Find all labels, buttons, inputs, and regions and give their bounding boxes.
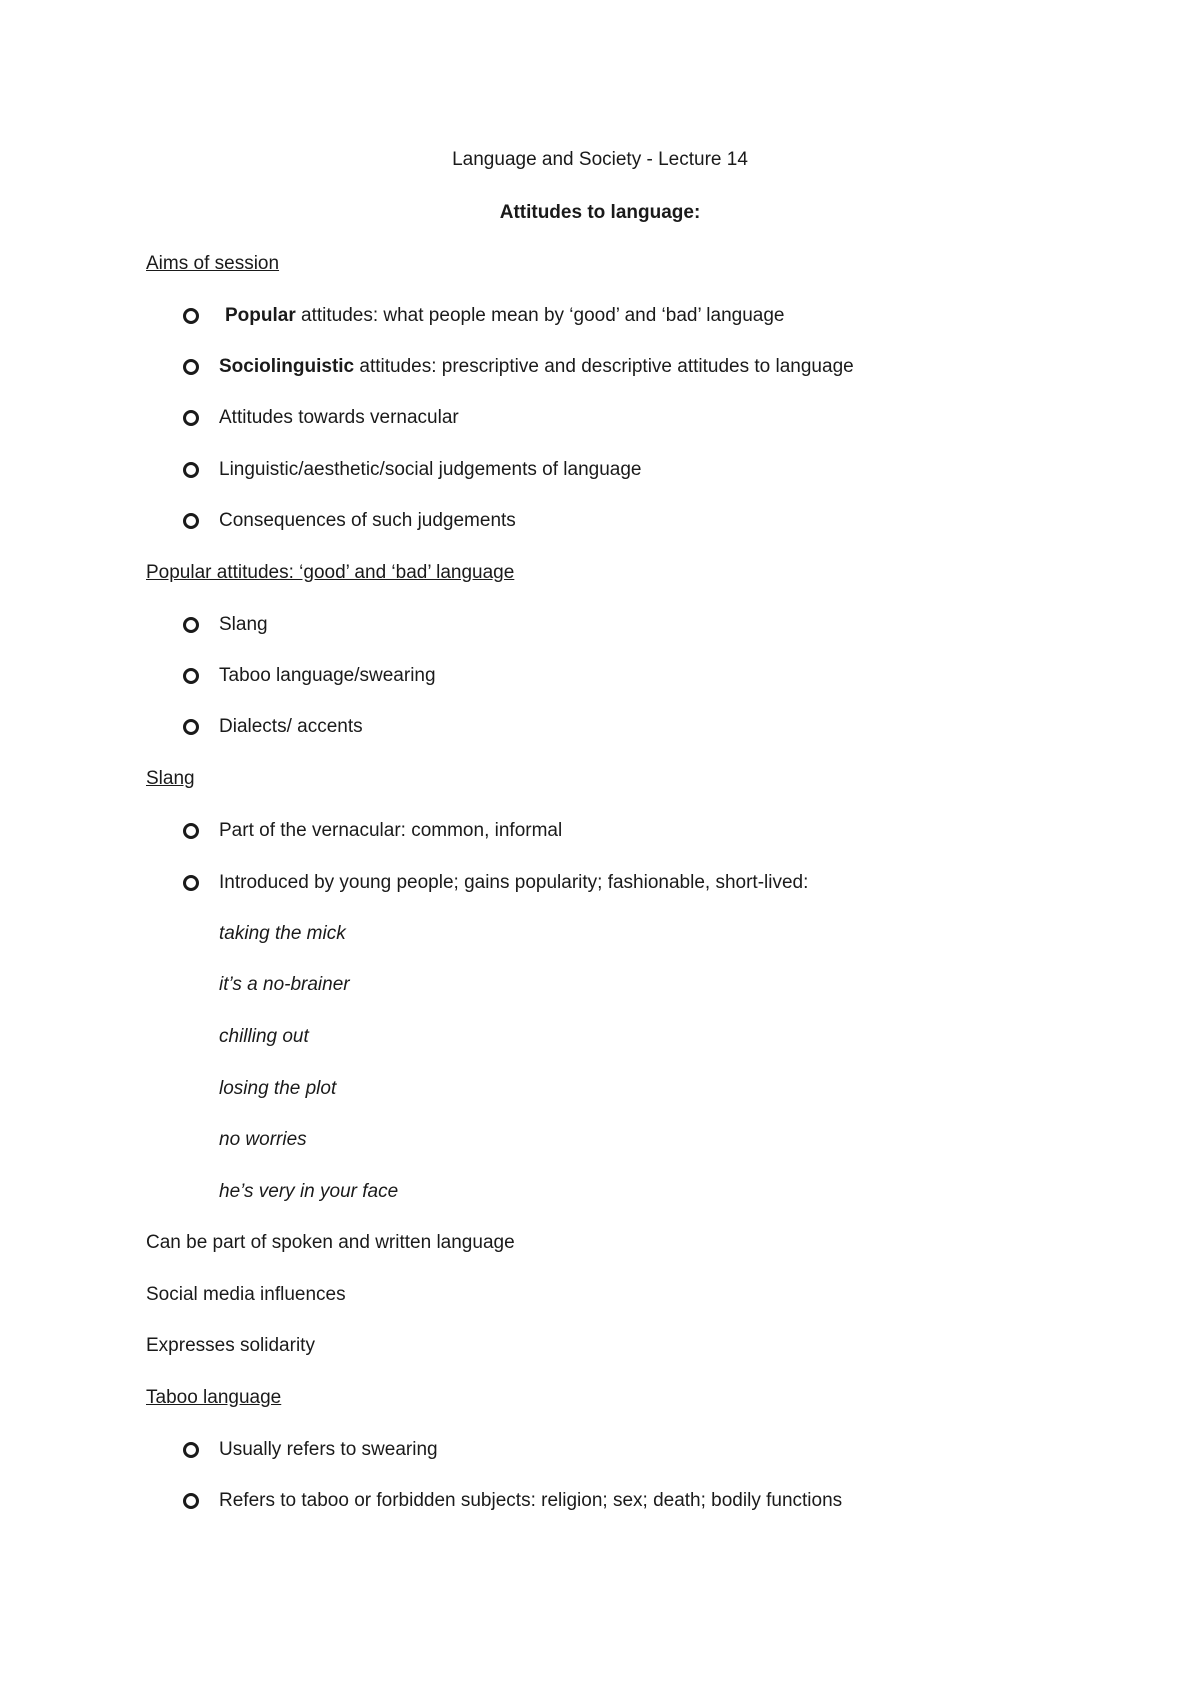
list-item — [183, 871, 808, 895]
hollow-bullet-icon — [183, 359, 199, 375]
hollow-bullet-icon — [183, 668, 199, 684]
hollow-bullet-icon — [183, 823, 199, 839]
list-item — [183, 715, 363, 739]
list-item-bold: Sociolinguistic — [219, 356, 355, 377]
document-title: Language and Society - Lecture 14 — [452, 149, 748, 170]
list-item-bold: Popular — [225, 305, 296, 326]
list-item — [183, 304, 784, 328]
list-item-text: Attitudes towards vernacular — [219, 407, 459, 428]
list-item-text: Usually refers to swearing — [219, 1439, 438, 1460]
list-item-text: Refers to taboo or forbidden subjects: religion; sex; death; bodily functions — [219, 1490, 843, 1511]
hollow-bullet-icon — [183, 719, 199, 735]
slang-example: no worries — [219, 1129, 307, 1150]
hollow-bullet-icon — [183, 462, 199, 478]
list-item — [183, 664, 436, 688]
list-item — [183, 1438, 438, 1462]
hollow-bullet-icon — [183, 875, 199, 891]
section-heading-popular: Popular attitudes: ‘good’ and ‘bad’ language — [146, 562, 515, 583]
list-item-text: Slang — [219, 614, 268, 635]
hollow-bullet-icon — [183, 410, 199, 426]
slang-example: losing the plot — [219, 1078, 337, 1099]
slang-example: chilling out — [219, 1026, 309, 1047]
list-item — [183, 509, 516, 533]
section-heading-taboo: Taboo language — [146, 1387, 282, 1408]
list-item-text: Linguistic/aesthetic/social judgements of language — [219, 459, 642, 480]
list-item-text: Part of the vernacular: common, informal — [219, 820, 563, 841]
hollow-bullet-icon — [183, 308, 199, 324]
hollow-bullet-icon — [183, 513, 199, 529]
hollow-bullet-icon — [183, 1493, 199, 1509]
list-item-text: Dialects/ accents — [219, 716, 363, 737]
list-item — [183, 458, 642, 482]
list-item-text: Consequences of such judgements — [219, 510, 516, 531]
document-subtitle: Attitudes to language: — [499, 202, 701, 223]
list-item — [183, 406, 459, 430]
list-item-text: attitudes: what people mean by ‘good’ and ‘bad’ language — [295, 305, 785, 326]
list-item — [183, 819, 562, 843]
slang-example: he’s very in your face — [219, 1181, 399, 1202]
paragraph: Social media influences — [146, 1284, 346, 1305]
list-item — [183, 355, 854, 379]
list-item-text: attitudes: prescriptive and descriptive attitudes to language — [354, 356, 854, 377]
section-heading-slang: Slang — [146, 768, 195, 789]
list-item — [183, 613, 268, 637]
list-item — [183, 1489, 842, 1513]
list-item-text: Taboo language/swearing — [219, 665, 436, 686]
list-item-text: Introduced by young people; gains popularity; fashionable, short-lived: — [219, 872, 809, 893]
hollow-bullet-icon — [183, 617, 199, 633]
paragraph: Can be part of spoken and written language — [146, 1232, 515, 1253]
slang-example: taking the mick — [219, 923, 346, 944]
slang-example: it’s a no-brainer — [219, 974, 350, 995]
paragraph: Expresses solidarity — [146, 1335, 315, 1356]
section-heading-aims: Aims of session — [146, 253, 280, 274]
hollow-bullet-icon — [183, 1442, 199, 1458]
